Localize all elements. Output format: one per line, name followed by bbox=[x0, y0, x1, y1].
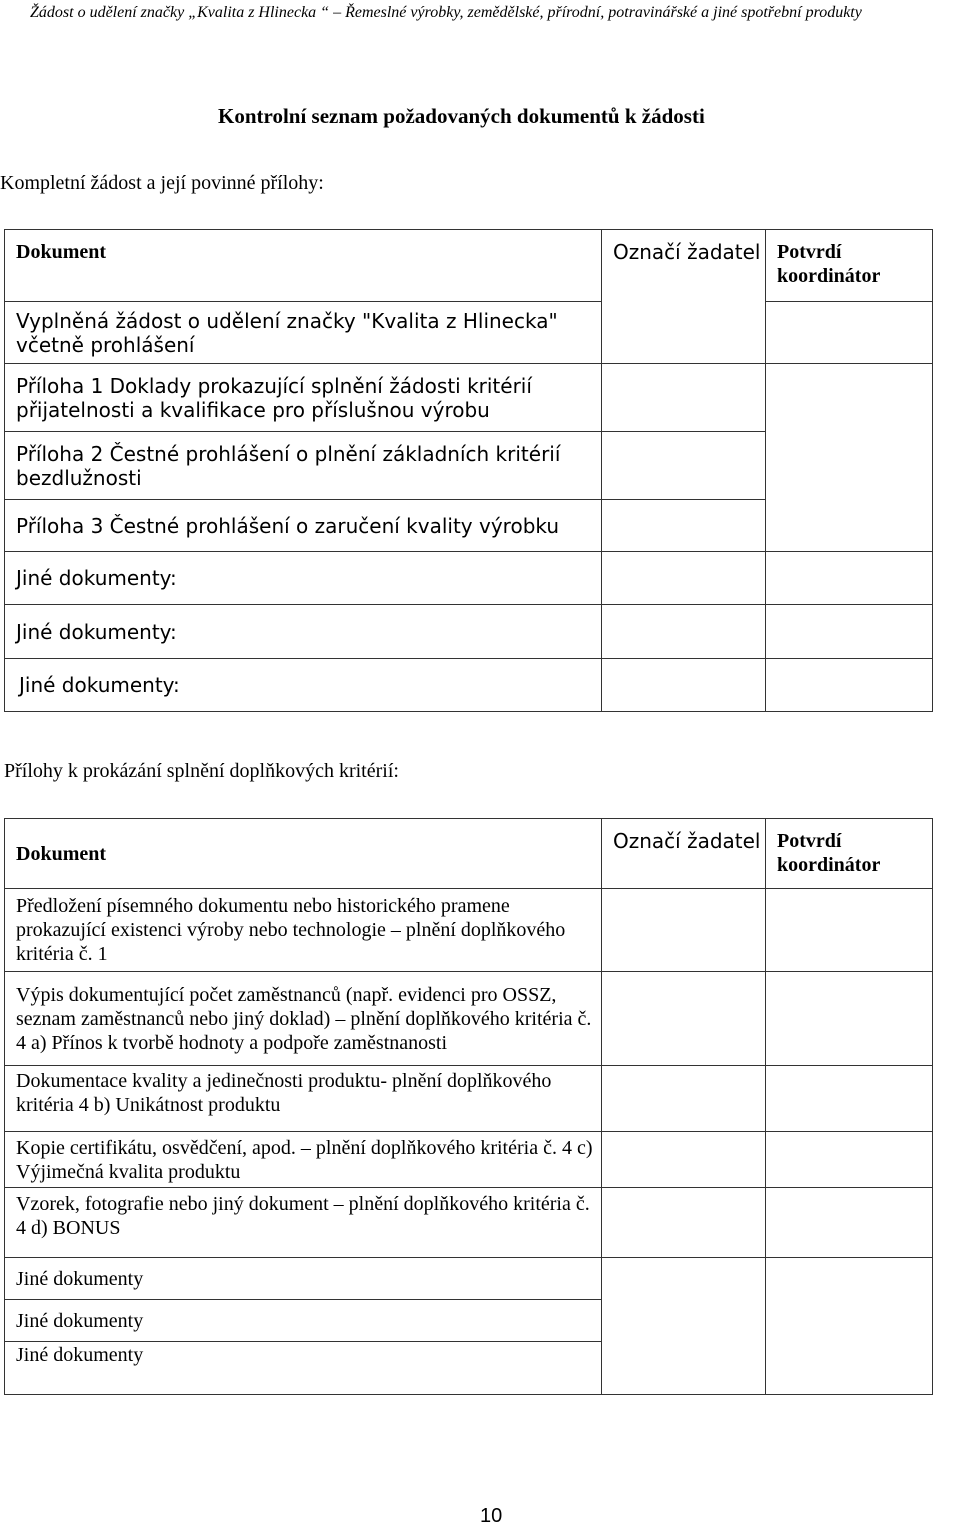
table-row bbox=[5, 605, 933, 659]
document-cell: Vyplněná žádost o udělení značky "Kvalita z Hlinecka" včetně prohlášení bbox=[5, 302, 602, 364]
applicant-check-cell[interactable] bbox=[602, 659, 766, 712]
col-applicant-header: Označí žadatel bbox=[602, 819, 766, 889]
table-row bbox=[5, 1132, 933, 1188]
applicant-check-cell[interactable] bbox=[602, 1188, 766, 1258]
table-row bbox=[5, 1066, 933, 1132]
section1-label: Kompletní žádost a její povinné přílohy: bbox=[0, 172, 324, 194]
col-applicant-header: Označí žadatel bbox=[602, 230, 766, 364]
col-document-header: Dokument bbox=[5, 230, 602, 302]
applicant-check-cell[interactable] bbox=[602, 889, 766, 972]
applicant-check-cell[interactable] bbox=[602, 1258, 766, 1395]
table-row bbox=[5, 364, 933, 432]
applicant-check-cell[interactable] bbox=[602, 605, 766, 659]
required-documents-table bbox=[4, 229, 933, 712]
applicant-check-cell[interactable] bbox=[602, 552, 766, 605]
applicant-check-cell[interactable] bbox=[602, 364, 766, 432]
document-cell: Jiné dokumenty bbox=[5, 1300, 602, 1342]
document-cell: Vzorek, fotografie nebo jiný dokument – plnění doplňkového kritéria č. 4 d) BONUS bbox=[5, 1188, 602, 1258]
section2-label: Přílohy k prokázání splnění doplňkových kritérií: bbox=[4, 760, 399, 782]
document-cell: Předložení písemného dokumentu nebo historického pramene prokazující existenci výroby nebo technologie – plnění doplňkového kritéria č. 1 bbox=[5, 889, 602, 972]
coordinator-check-cell[interactable] bbox=[766, 1066, 933, 1132]
table-row bbox=[5, 552, 933, 605]
page-header: Žádost o udělení značky „Kvalita z Hlinecka “ – Řemeslné výrobky, zemědělské, přírodní, potravinářské a jiné spotřební produkty bbox=[30, 4, 862, 21]
table-row bbox=[5, 302, 933, 364]
coordinator-check-cell[interactable] bbox=[766, 364, 933, 552]
document-cell: Výpis dokumentující počet zaměstnanců (např. evidenci pro OSSZ, seznam zaměstnanců nebo jiný doklad) – plnění doplňkového kritéria č. 4 a) Přínos k tvorbě hodnoty a podpoře zaměstnanosti bbox=[5, 972, 602, 1066]
applicant-check-cell[interactable] bbox=[602, 972, 766, 1066]
coordinator-check-cell[interactable] bbox=[766, 1258, 933, 1395]
page-number: 10 bbox=[480, 1505, 503, 1527]
table-row bbox=[5, 972, 933, 1066]
document-cell: Jiné dokumenty bbox=[5, 1342, 602, 1395]
document-cell: Dokumentace kvality a jedinečnosti produktu- plnění doplňkového kritéria 4 b) Unikátnost produktu bbox=[5, 1066, 602, 1132]
coordinator-check-cell[interactable] bbox=[766, 605, 933, 659]
document-cell: Příloha 1 Doklady prokazující splnění žádosti kritérií přijatelnosti a kvalifikace pro příslušnou výrobu bbox=[5, 364, 602, 432]
document-cell: Jiné dokumenty bbox=[5, 1258, 602, 1300]
coordinator-check-cell[interactable] bbox=[766, 1132, 933, 1188]
supplementary-documents-table bbox=[4, 818, 933, 1395]
table-row bbox=[5, 659, 933, 712]
applicant-check-cell[interactable] bbox=[602, 432, 766, 500]
coordinator-check-cell[interactable] bbox=[766, 659, 933, 712]
col-coordinator-header: Potvrdí koordinátor bbox=[766, 819, 933, 889]
table-header-row bbox=[5, 819, 933, 889]
coordinator-check-cell[interactable] bbox=[766, 1188, 933, 1258]
page-title: Kontrolní seznam požadovaných dokumentů k žádosti bbox=[218, 104, 705, 128]
table-row bbox=[5, 1258, 933, 1300]
coordinator-check-cell[interactable] bbox=[766, 302, 933, 364]
document-cell: Jiné dokumenty: bbox=[5, 552, 602, 605]
col-document-header: Dokument bbox=[5, 819, 602, 889]
coordinator-check-cell[interactable] bbox=[766, 889, 933, 972]
applicant-check-cell[interactable] bbox=[602, 500, 766, 552]
table-header-row bbox=[5, 230, 933, 302]
document-cell: Příloha 3 Čestné prohlášení o zaručení kvality výrobku bbox=[5, 500, 602, 552]
document-cell: Jiné dokumenty: bbox=[5, 605, 602, 659]
document-cell: Příloha 2 Čestné prohlášení o plnění základních kritérií bezdlužnosti bbox=[5, 432, 602, 500]
table-row bbox=[5, 1188, 933, 1258]
table-row bbox=[5, 889, 933, 972]
document-cell: Kopie certifikátu, osvědčení, apod. – plnění doplňkového kritéria č. 4 c) Výjimečná kvalita produktu bbox=[5, 1132, 602, 1188]
col-coordinator-header: Potvrdí koordinátor bbox=[766, 230, 933, 302]
applicant-check-cell[interactable] bbox=[602, 1066, 766, 1132]
applicant-check-cell[interactable] bbox=[602, 1132, 766, 1188]
coordinator-check-cell[interactable] bbox=[766, 552, 933, 605]
coordinator-check-cell[interactable] bbox=[766, 972, 933, 1066]
document-cell: Jiné dokumenty: bbox=[5, 659, 602, 712]
